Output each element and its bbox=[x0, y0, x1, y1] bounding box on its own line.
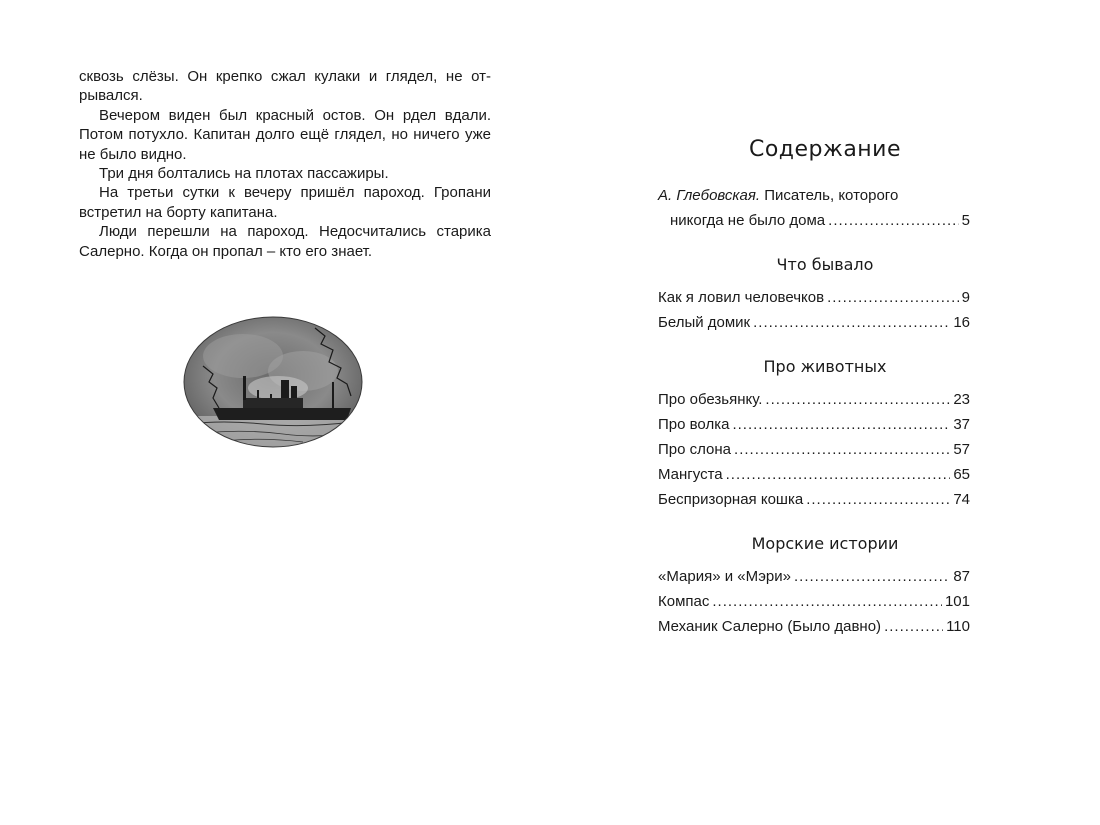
toc-section-heading: Про животных bbox=[763, 357, 887, 376]
toc-entry-title: Мангуста bbox=[658, 466, 723, 483]
dot-leader bbox=[884, 617, 943, 637]
toc-entry[interactable] bbox=[658, 440, 970, 460]
toc-entry-title: Беспризорная кошка bbox=[658, 491, 804, 508]
toc-entry[interactable] bbox=[658, 390, 970, 410]
paragraph: Люди перешли на пароход. Недосчитались старика Салерно. Когда он пропал – кто его знает. bbox=[79, 223, 491, 260]
toc-entry-page: 37 bbox=[953, 416, 970, 433]
toc-intro-author: А. Глебовская. bbox=[658, 187, 761, 204]
toc-entry-page: 65 bbox=[953, 466, 970, 483]
toc-entry-title: «Мария» и «Мэри» bbox=[658, 568, 791, 585]
dot-leader bbox=[712, 592, 942, 612]
toc-entry-page: 57 bbox=[953, 441, 970, 458]
toc-entry-title: Про обезьянку. bbox=[658, 391, 763, 408]
toc-entry-page: 9 bbox=[961, 289, 970, 306]
burning-ship-illustration bbox=[183, 316, 363, 448]
toc-entry-title: никогда не было дома bbox=[670, 212, 826, 229]
toc-entry[interactable] bbox=[658, 465, 970, 485]
toc-section-heading: Морские истории bbox=[751, 534, 899, 553]
toc-entry[interactable] bbox=[658, 288, 970, 308]
dot-leader bbox=[828, 211, 959, 231]
toc-entry-title: Про волка bbox=[658, 416, 730, 433]
toc-entry-title: Белый домик bbox=[658, 314, 751, 331]
story-text bbox=[79, 67, 491, 261]
toc-entry-page: 16 bbox=[953, 314, 970, 331]
toc-intro-line-1 bbox=[658, 186, 970, 206]
toc-entry[interactable] bbox=[658, 313, 970, 333]
dot-leader bbox=[753, 313, 950, 333]
toc-entry[interactable] bbox=[658, 592, 970, 612]
dot-leader bbox=[734, 440, 950, 460]
paragraph: Вечером виден был красный остов. Он рдел вдали. Потом потухло. Капитан долго ещё глядел, но ничего уже не было видно. bbox=[79, 106, 491, 163]
right-page bbox=[550, 0, 1100, 825]
toc-entry-page: 87 bbox=[953, 568, 970, 585]
toc-entry-title: Про слона bbox=[658, 441, 732, 458]
toc-entry[interactable] bbox=[658, 490, 970, 510]
toc-entry-intro[interactable] bbox=[670, 211, 970, 231]
toc-entry[interactable] bbox=[658, 617, 970, 637]
dot-leader bbox=[726, 465, 951, 485]
toc-entry[interactable] bbox=[658, 567, 970, 587]
toc-entry-page: 110 bbox=[946, 618, 970, 635]
toc-entry-title: Компас bbox=[658, 593, 710, 610]
toc-entry-title: Механик Салерно (Было давно) bbox=[658, 618, 882, 635]
dot-leader bbox=[827, 288, 959, 308]
toc-title: Содержание bbox=[748, 137, 902, 162]
toc-entry-title: Как я ловил человечков bbox=[658, 289, 825, 306]
dot-leader bbox=[765, 390, 950, 410]
toc-entry-page: 74 bbox=[953, 491, 970, 508]
paragraph: Три дня болтались на плотах пассажиры. bbox=[99, 165, 389, 183]
toc-section-heading: Что бывало bbox=[776, 255, 874, 274]
paragraph: сквозь слёзы. Он крепко сжал кулаки и глядел, не от-рывался. bbox=[79, 68, 491, 105]
dot-leader bbox=[732, 415, 950, 435]
paragraph: На третьи сутки к вечеру пришёл пароход. Гропани встретил на борту капитана. bbox=[79, 184, 491, 221]
toc-entry-page: 5 bbox=[961, 212, 970, 229]
toc-intro-title: Писатель, которого bbox=[764, 187, 899, 204]
dot-leader bbox=[806, 490, 950, 510]
toc-entry-page: 101 bbox=[944, 593, 970, 610]
dot-leader bbox=[794, 567, 950, 587]
toc-entry-page: 23 bbox=[953, 391, 970, 408]
toc-entry[interactable] bbox=[658, 415, 970, 435]
